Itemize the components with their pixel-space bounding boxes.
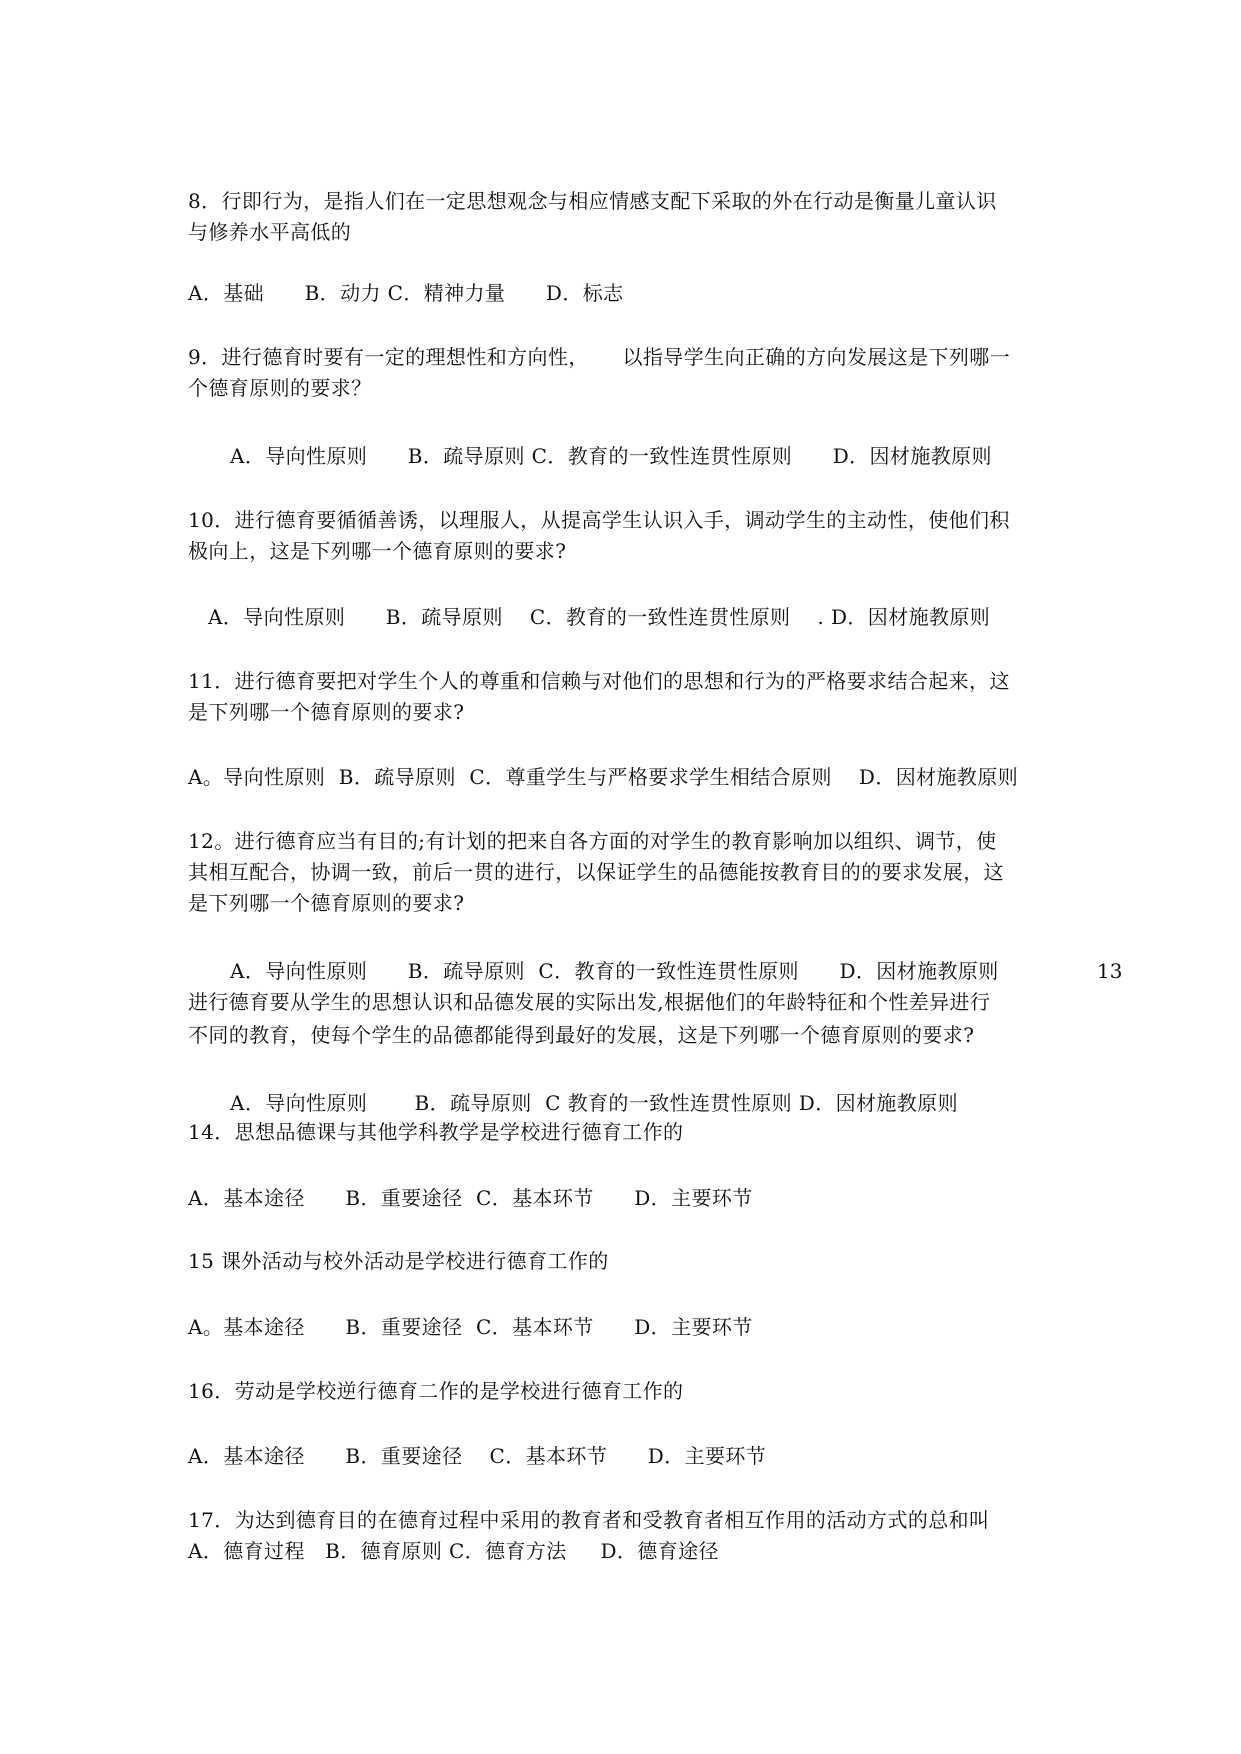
question-16-text: 16．劳动是学校逆行德育二作的是学校进行德育工作的	[188, 1379, 684, 1403]
question-13-options: A．导向性原则 B．疏导原则 C 教育的一致性连贯性原则 D．因材施教原则	[230, 1091, 959, 1115]
question-15-options: A。基本途径 B．重要途径 C．基本环节 D．主要环节	[188, 1315, 753, 1339]
question-8-text-cont: 与修养水平高低的	[188, 220, 352, 244]
question-13-text-cont: 不同的教育，使每个学生的品德都能得到最好的发展，这是下列哪一个德育原则的要求?	[188, 1023, 975, 1047]
question-11-text-cont: 是下列哪一个德育原则的要求?	[188, 700, 465, 724]
question-14-text: 14．思想品德课与其他学科教学是学校进行德育工作的	[188, 1120, 684, 1144]
question-8-options: A．基础 B．动力 C．精神力量 D．标志	[188, 281, 624, 305]
question-10-text-cont: 极向上，这是下列哪一个德育原则的要求?	[188, 539, 567, 563]
question-11-text: 11．进行德育要把对学生个人的尊重和信赖与对他们的思想和行为的严格要求结合起来，这	[188, 669, 1010, 693]
question-13-number: 13	[1097, 959, 1123, 983]
question-14-options: A．基本途径 B．重要途径 C．基本环节 D．主要环节	[188, 1186, 753, 1210]
question-9-options: A．导向性原则 B．疏导原则 C．教育的一致性连贯性原则 D．因材施教原则	[230, 444, 992, 468]
question-13-text: 进行德育要从学生的思想认识和品德发展的实际出发,根据他们的年龄特征和个性差异进行	[188, 990, 991, 1014]
question-12-text-cont: 其相互配合，协调一致，前后一贯的进行，以保证学生的品德能按教育目的的要求发展，这	[188, 860, 1004, 884]
question-17-text: 17．为达到德育目的在德育过程中采用的教育者和受教育者相互作用的活动方式的总和叫	[188, 1508, 990, 1532]
question-12-text-cont-2: 是下列哪一个德育原则的要求?	[188, 891, 465, 915]
question-12-options: A．导向性原则 B．疏导原则 C．教育的一致性连贯性原则 D．因材施教原则	[230, 959, 999, 983]
question-9-text: 9．进行德育时要有一定的理想性和方向性， 以指导学生向正确的方向发展这是下列哪一	[188, 345, 1011, 369]
question-9-text-cont: 个德育原则的要求？	[188, 376, 372, 400]
question-10-options: A．导向性原则 B．疏导原则 C．教育的一致性连贯性原则 . D．因材施教原则	[208, 605, 991, 629]
question-15-text: 15 课外活动与校外活动是学校进行德育工作的	[188, 1249, 609, 1273]
question-10-text: 10．进行德育要循循善诱，以理服人，从提高学生认识入手，调动学生的主动性，使他们积	[188, 508, 1010, 532]
question-8-text: 8．行即行为，是指人们在一定思想观念与相应情感支配下采取的外在行动是衡量儿童认识	[188, 189, 997, 213]
question-16-options: A．基本途径 B．重要途径 C．基本环节 D．主要环节	[188, 1444, 767, 1468]
question-12-text: 12。进行德育应当有目的;有计划的把来自各方面的对学生的教育影响加以组织、调节，使	[188, 829, 997, 853]
question-11-options: A。导向性原则 B．疏导原则 C．尊重学生与严格要求学生相结合原则 D．因材施教原则	[188, 765, 1019, 789]
question-17-options: A．德育过程 B．德育原则 C．德育方法 D．德育途径	[188, 1539, 719, 1563]
